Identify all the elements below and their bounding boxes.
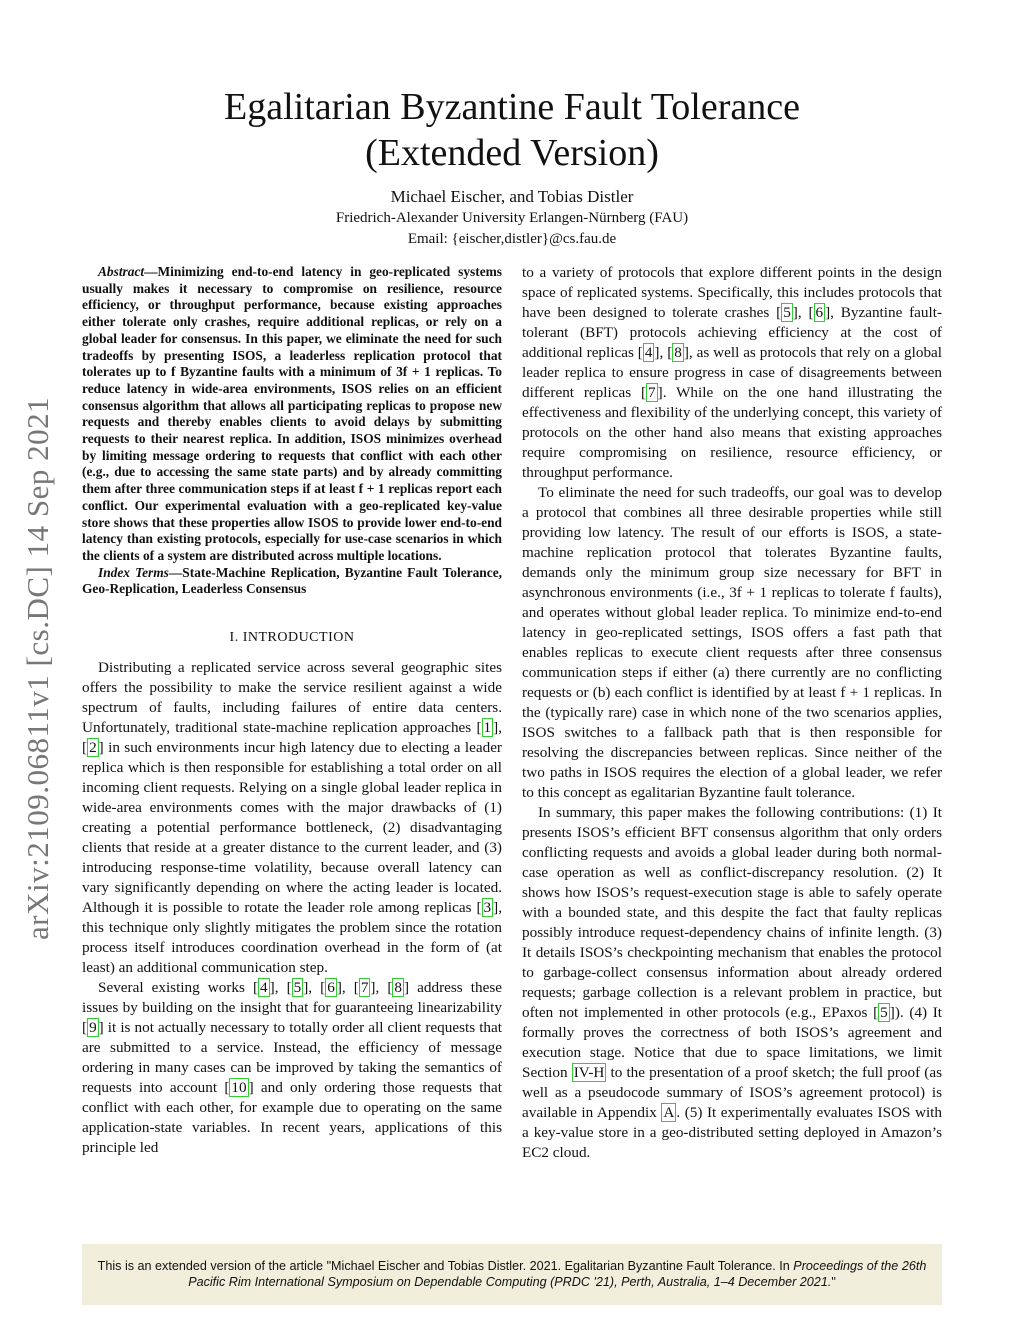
authors: Michael Eischer, and Tobias Distler: [390, 187, 634, 206]
affiliation: Friedrich-Alexander University Erlangen-Nürnberg (FAU): [335, 210, 689, 226]
citation-link[interactable]: A: [663, 1104, 675, 1121]
citation-link[interactable]: 5: [783, 304, 791, 321]
citation-link[interactable]: 7: [360, 979, 369, 997]
index-terms-label: Index Terms: [98, 564, 169, 580]
extended-version-note: [82, 1244, 942, 1305]
citation-link[interactable]: 4: [260, 979, 268, 997]
paragraph: In summary, this paper makes the following contributions: (1) It presents ISOS’s efficient BFT consensus algorithm that only orders conflicting requests and avoids a global leader during both normal-case operation as well as conflict-discrepancy resolution. (2) It shows how ISOS’s request-execution stage is able to safely operate with a bounded state, and this despite the fact that faulty replicas possibly introduce request-dependency chains of infinite length. (3) It details ISOS’s checkpointing mechanism that enables the protocol to garbage-collect consensus information about already ordered requests; garbage collection is a relevant problem in practice, but often not implemented in other protocols (e.g., EPaxos [ 5 ]). (4) It formally proves the correctness of both ISOS’s agreement and execution stage. Notice that due to space limitations, we limit Section IV-H to the presentation of a proof sketch; the full proof (as well as a pseudocode summary of ISOS’s agreement protocol) is available in Appendix A . (5) It experimentally evaluates ISOS with a key-value store in a geo-distributed setting deployed in Amazon’s EC2 cloud.: [522, 804, 942, 1161]
citation-link[interactable]: 5: [293, 979, 302, 997]
email: Email: {eischer,distler}@cs.fau.de: [407, 231, 617, 247]
citation-link[interactable]: 8: [394, 979, 403, 997]
citation-link[interactable]: 6: [327, 979, 335, 997]
paragraph: Distributing a replicated service across several geographic sites offers the possibility to make the service resilient against a wide spectrum of faults, including failures of entire data centers. Unfortunately, traditional state-machine replication approaches [ 1 ], [ 2 ] in such environments incur high latency due to electing a leader replica which is then responsible for establishing a total order on all incoming client requests. Relying on a single global leader replica in wide-area environments comes with the major drawbacks of (1) creating a potential performance bottleneck, (2) disadvantaging clients that reside at a greater distance to the current leader, and (3) introducing response-time volatility, because overall latency can vary significantly depending on where the acting leader is located. Although it is possible to rotate the leader role among replicas [ 3 ], this technique only slightly mitigates the problem since the rotation process itself introduces coordination overhead in the form of (at least) an additional communication step.: [82, 659, 502, 977]
section-heading: I. INTRODUCTION: [229, 630, 355, 646]
title-line-1: Egalitarian Byzantine Fault Tolerance: [224, 86, 800, 128]
citation-link[interactable]: IV-H: [573, 1064, 605, 1081]
citation-link[interactable]: 5: [880, 1004, 888, 1021]
citation-link[interactable]: 8: [674, 344, 682, 361]
abstract-text: —Minimizing end-to-end latency in geo-replicated systems usually makes it necessary to compromise on resilience, resource efficiency, or throughput performance, because existing approaches either tolerate only crashes, require additional replicas, or rely on a global leader for consensus. In this paper, we eliminate the need for such tradeoffs by presenting ISOS, a leaderless replication protocol that tolerates up to f Byzantine faults with a minimum of 3f + 1 replicas. To reduce latency in wide-area environments, ISOS relies on an efficient consensus algorithm that allows all participating replicas to propose new requests and thereby enables clients to avoid delays by submitting requests to their nearest replica. In addition, ISOS minimizes overhead by limiting message ordering to requests that conflict with each other (e.g., due to accessing the same state parts) and by already committing them after three communication steps if at least f + 1 replicas report each conflict. Our experimental evaluation with a geo-replicated key-value store shows that these properties allow ISOS to provide lower end-to-end latency than existing protocols, especially for use-case scenarios in which the clients of a system are distributed across multiple locations.: [82, 264, 502, 563]
citation-link[interactable]: 7: [648, 384, 656, 401]
footer-text: This is an extended version of the article "Michael Eischer and Tobias Distler. 2021. Egalitarian Byzantine Fault Tolerance. In: [97, 1259, 794, 1273]
abstract-label: Abstract: [98, 264, 145, 279]
paper-title: [0, 84, 1024, 176]
citation-link[interactable]: 2: [89, 739, 97, 757]
title-line-2: (Extended Version): [365, 132, 659, 174]
index-terms-text: —State-Machine Replication, Byzantine Fault Tolerance, Geo-Replication, Leaderless Consensus: [82, 564, 502, 597]
citation-link[interactable]: 9: [89, 1019, 97, 1037]
paragraph: Several existing works [ 4 ], [ 5 ], [ 6 ], [ 7 ], [ 8 ] address these issues by building on the insight that for guaranteeing linearizability [ 9 ] it is not actually necessary to totally order all client requests that are submitted to a service. Instead, the efficiency of message ordering in many cases can be improved by taking the semantics of requests into account [ 10 ] and only ordering those requests that conflict with each other, for example due to operating on the same application-state variables. In recent years, applications of this principle led: [82, 979, 502, 1157]
index-terms: [82, 565, 502, 598]
citation-link[interactable]: 10: [231, 1079, 247, 1097]
arxiv-identifier: arXiv:2109.06811v1 [cs.DC] 14 Sep 2021: [20, 396, 55, 940]
citation-link[interactable]: 3: [483, 899, 492, 917]
citation-link[interactable]: 4: [644, 344, 653, 361]
abstract: [82, 264, 502, 565]
left-column: [82, 264, 502, 1158]
citation-link[interactable]: 1: [483, 719, 492, 737]
right-column: [522, 263, 942, 1163]
paragraph: To eliminate the need for such tradeoffs, our goal was to develop a protocol that combines all three desirable properties while still providing low latency. The result of our efforts is ISOS, a state-machine replication protocol that tolerates Byzantine faults, demands only the minimum group size necessary for BFT in asynchronous environments (i.e., 3f + 1 replicas to tolerate f faults), and operates without global leader replica. To minimize end-to-end latency in geo-replicated settings, ISOS offers a fast path that enables replicas to execute client requests after three consensus communication steps if either (a) there currently are no conflicting requests or (b) each conflict is identified by at least f + 1 replicas. In the (typically rare) case in which none of the two scenarios applies, ISOS switches to a fallback path that is then responsible for resolving the discrepancies between replicas. Since neither of the two paths in ISOS requires the election of a global leader, we refer to this concept as egalitarian Byzantine fault tolerance.: [522, 484, 942, 801]
paragraph: to a variety of protocols that explore different points in the design space of replicated systems. Specifically, this includes protocols that have been designed to tolerate crashes [ 5 ], [ 6 ], Byzantine fault-tolerant (BFT) protocols achieving efficiency at the cost of additional replicas [ 4 ], [ 8 ], as well as protocols that rely on a global leader replica to ensure progress in case of disagreements between different replicas [ 7 ]. While on the one hand illustrating the effectiveness and flexibility of the underlying concept, this variety of protocols on the other hand also means that existing approaches require compromising on resilience, resource efficiency, or throughput performance.: [522, 264, 943, 481]
citation-link[interactable]: 6: [815, 304, 824, 321]
footer-end: ": [831, 1275, 836, 1289]
footer-venue: Proceedings of the 26th Pacific Rim International Symposium on Dependable Computing (PRDC '21), Perth, Australia, 1–4 December 2021.: [188, 1259, 927, 1289]
